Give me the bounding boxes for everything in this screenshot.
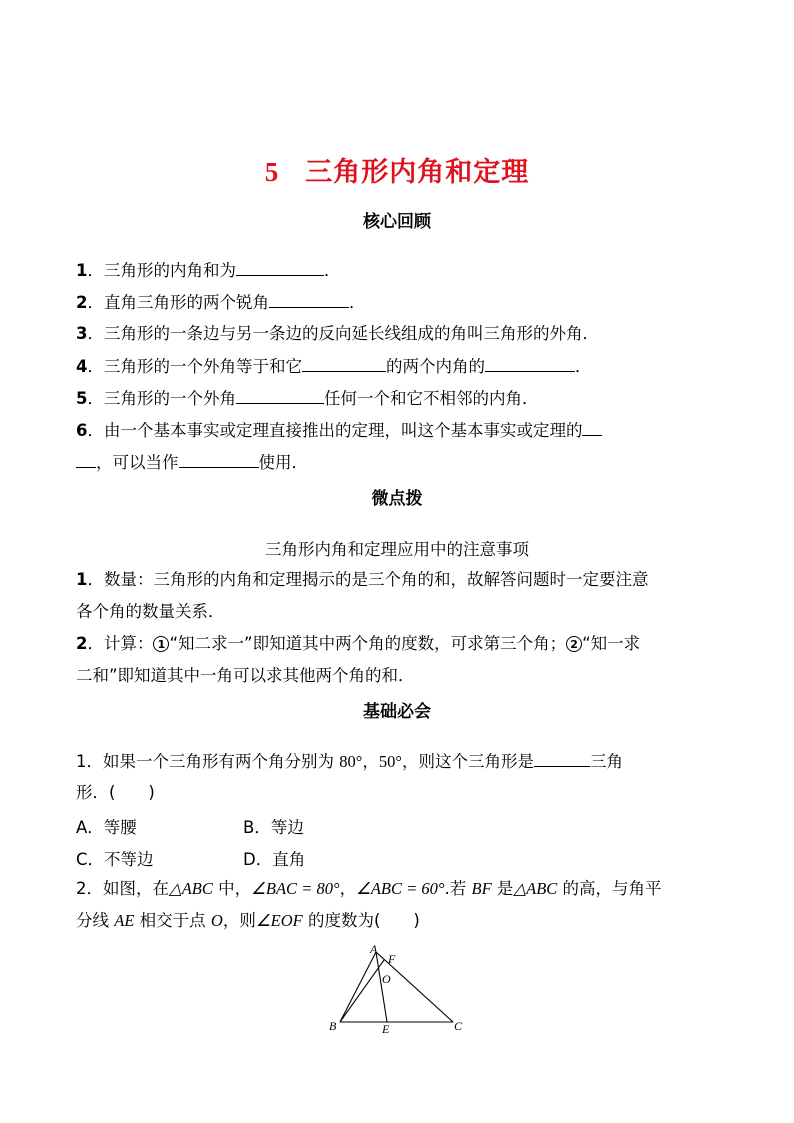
circled-number-icon: 2 — [566, 636, 582, 652]
label-a: A — [370, 942, 378, 956]
title-text: 三角形内角和定理 — [305, 157, 530, 188]
review-item-6-line1: 6．由一个基本事实或定理直接推出的定理，叫这个基本事实或定理的 — [76, 419, 726, 442]
circled-number-icon: 1 — [153, 636, 169, 652]
review-item-2: 2．直角三角形的两个锐角 ． — [76, 293, 366, 312]
section-review-heading: 核心回顾 — [363, 212, 431, 232]
title-number: 5 — [264, 157, 280, 187]
tip-item-1-line2: 各个角的数量关系． — [76, 602, 225, 621]
side-ab — [340, 952, 376, 1022]
label-b: B — [329, 1019, 337, 1033]
page-title — [0, 150, 794, 189]
tips-subtitle: 三角形内角和定理应用中的注意事项 — [265, 540, 529, 559]
review-item-5: 5．三角形的一个外角 任何一个和它不相邻的内角． — [76, 389, 539, 408]
answer-blank[interactable] — [179, 451, 259, 468]
answer-blank[interactable] — [236, 387, 324, 404]
option-a[interactable]: A．等腰 — [76, 818, 137, 837]
section-basic-heading: 基础必会 — [363, 702, 431, 722]
option-c[interactable]: C．不等边 — [76, 850, 154, 869]
review-item-1: 1．三角形的内角和为 ． — [76, 261, 341, 280]
answer-blank[interactable] — [236, 259, 324, 276]
question-1-line2: 形．( ) — [76, 783, 155, 802]
review-item-3: 3．三角形的一条边与另一条边的反向延长线组成的角叫三角形的外角． — [76, 324, 599, 343]
review-item-4: 4．三角形的一个外角等于和它 的两个内角的 ． — [76, 357, 592, 376]
answer-blank[interactable] — [302, 355, 386, 372]
bisector-ae — [376, 952, 387, 1022]
label-c: C — [454, 1019, 463, 1033]
label-e: E — [382, 1022, 390, 1036]
triangle-figure — [320, 942, 470, 1037]
altitude-bf — [340, 960, 384, 1022]
tip-item-2-line1: 2．计算： 1 “知二求一”即知道其中两个角的度数，可求第三个角； 2 “知一求 — [76, 634, 641, 653]
answer-blank[interactable] — [269, 291, 349, 308]
answer-blank[interactable] — [485, 355, 575, 372]
option-d[interactable]: D．直角 — [243, 850, 306, 869]
label-o: O — [382, 972, 391, 986]
answer-blank[interactable] — [76, 451, 96, 468]
tip-item-2-line2: 二和”即知道其中一角可以求其他两个角的和． — [76, 666, 415, 685]
review-item-6-line2: ，可以当作 使用． — [76, 451, 726, 474]
answer-blank[interactable] — [582, 419, 602, 436]
tip-item-1-line1: 1．数量：三角形的内角和定理揭示的是三个角的和，故解答问题时一定要注意 — [76, 570, 649, 589]
question-2-line1: 2．如图，在△ABC 中，∠BAC = 80°，∠ABC = 60°.若 BF 是△ABC 的高，与角平 — [76, 879, 662, 898]
question-1-line1: 1．如果一个三角形有两个角分别为 80°，50°，则这个三角形是 三角 — [76, 752, 623, 771]
answer-blank[interactable] — [534, 750, 590, 767]
label-f: F — [388, 952, 396, 966]
option-b[interactable]: B．等边 — [243, 818, 304, 837]
question-2-line2: 分线 AE 相交于点 O，则∠EOF 的度数为( ) — [76, 911, 420, 930]
section-tips-heading: 微点拨 — [371, 489, 423, 509]
